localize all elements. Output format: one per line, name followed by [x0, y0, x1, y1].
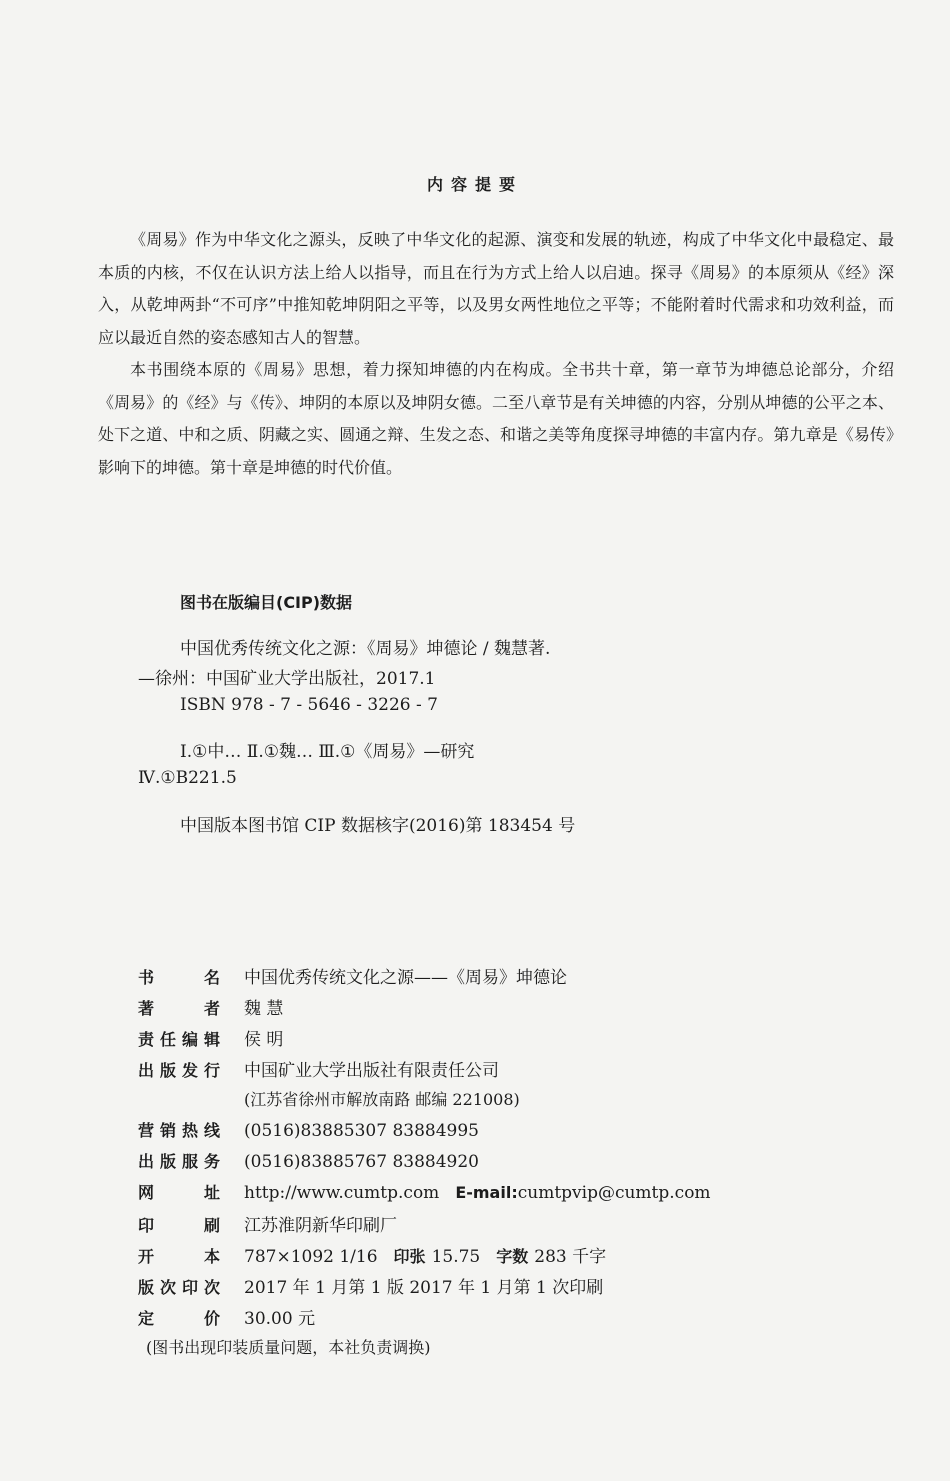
printer: 江苏淮阴新华印刷厂 [244, 1216, 397, 1236]
marketing-label: 营销热线 [138, 1121, 220, 1140]
cip-classification-2: Ⅳ.①B221.5 [138, 768, 237, 788]
quality-note: (图书出现印装质量问题，本社负责调换) [146, 1338, 431, 1357]
summary-title: 内容提要 [426, 175, 523, 194]
service-phone: (0516)83885767 83884920 [244, 1152, 479, 1172]
colophon-row-printer [138, 1211, 838, 1242]
marketing-phone: (0516)83885307 83884995 [244, 1121, 479, 1141]
cip-title-line: 中国优秀传统文化之源：《周易》坤德论 / 魏慧著. [180, 639, 551, 659]
printer-label: 印刷 [138, 1216, 220, 1235]
summary-body [98, 224, 894, 484]
author: 魏 慧 [244, 999, 284, 1019]
colophon-row-author [138, 994, 838, 1025]
colophon-row-price [138, 1304, 838, 1335]
publisher-address: (江苏省徐州市解放南路 邮编 221008) [244, 1090, 520, 1109]
service-label: 出版服务 [138, 1152, 220, 1171]
colophon-row-publisher [138, 1056, 838, 1087]
web-label: 网址 [138, 1183, 220, 1202]
colophon-row-edition [138, 1273, 838, 1304]
editor: 侯 明 [244, 1030, 284, 1050]
format: 787×1092 1/16 [244, 1247, 378, 1267]
colophon-row-marketing [138, 1118, 838, 1149]
format-label: 开本 [138, 1247, 220, 1266]
colophon [138, 963, 838, 1363]
cip-number: 中国版本图书馆 CIP 数据核字(2016)第 183454 号 [180, 816, 576, 836]
web-url[interactable]: http://www.cumtp.com [244, 1183, 440, 1203]
words-label: 字数 [496, 1247, 529, 1266]
book-name-label: 书名 [138, 968, 220, 987]
publisher: 中国矿业大学出版社有限责任公司 [244, 1061, 499, 1081]
book-name: 中国优秀传统文化之源——《周易》坤德论 [244, 968, 567, 988]
price: 30.00 元 [244, 1309, 316, 1329]
colophon-row-title [138, 963, 838, 994]
sheets-label: 印张 [393, 1247, 426, 1266]
price-label: 定价 [138, 1309, 220, 1328]
editor-label: 责任编辑 [138, 1030, 220, 1049]
edition: 2017 年 1 月第 1 版 2017 年 1 月第 1 次印刷 [244, 1278, 604, 1298]
summary-paragraph-2: 本书围绕本原的《周易》思想，着力探知坤德的内在构成。全书共十章，第一章节为坤德总论部分，介绍《周易》的《经》与《传》、坤阴的本原以及坤阴女德。二至八章节是有关坤德的内容，分别从坤德的公平之本、处下之道、中和之质、阴藏之实、圆通之辩、生发之态、和谐之美等角度探寻坤德的丰富内存。第九章是《易传》影响下的坤德。第十章是坤德的时代价值。 [98, 360, 894, 477]
email-label: E-mail [455, 1183, 512, 1202]
colophon-row-service [138, 1149, 838, 1180]
words: 283 千字 [534, 1247, 607, 1267]
cip-publisher-line: —徐州：中国矿业大学出版社，2017.1 [138, 669, 436, 689]
colophon-row-web: 网址 http://www.cumtp.com E-mail : cumtpvip@cumtp.com [138, 1180, 838, 1211]
author-label: 著者 [138, 999, 220, 1018]
summary-paragraph-1: 《周易》作为中华文化之源头，反映了中华文化的起源、演变和发展的轨迹，构成了中华文化中最稳定、最本质的内核，不仅在认识方法上给人以指导，而且在行为方式上给人以启迪。探寻《周易》的本原须从《经》深入，从乾坤两卦“不可序”中推知乾坤阴阳之平等，以及男女两性地位之平等；不能附着时代需求和功效利益，而应以最近自然的姿态感知古人的智慧。 [98, 230, 894, 347]
cip-classification-1: Ⅰ.①中… Ⅱ.①魏… Ⅲ.①《周易》—研究 [180, 742, 475, 762]
sheets: 15.75 [431, 1247, 481, 1267]
colophon-row-editor [138, 1025, 838, 1056]
cip-isbn: ISBN 978 - 7 - 5646 - 3226 - 7 [180, 695, 438, 715]
colophon-row-format [138, 1242, 838, 1273]
cip-title: 图书在版编目(CIP)数据 [180, 593, 353, 612]
edition-label: 版次印次 [138, 1278, 220, 1297]
email-address[interactable]: cumtpvip@cumtp.com [517, 1183, 711, 1203]
publisher-label: 出版发行 [138, 1061, 220, 1080]
